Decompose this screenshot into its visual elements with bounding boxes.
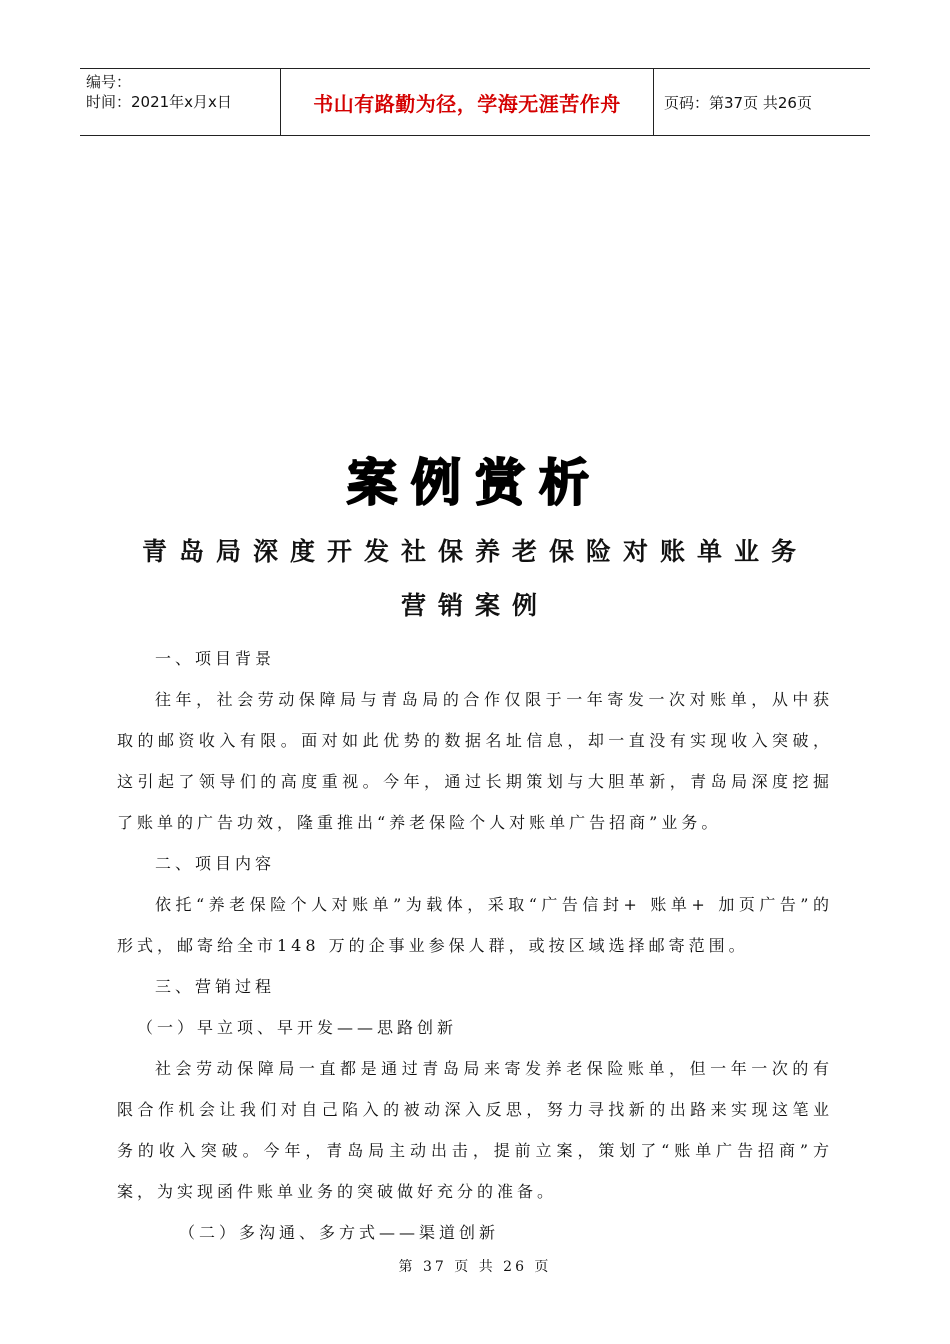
subtitle-line-2: 营销案例 bbox=[400, 591, 549, 620]
document-body bbox=[117, 638, 833, 1253]
page-title: 案例赏析 bbox=[347, 454, 603, 512]
date-label: 时间：2021年x月x日 bbox=[86, 93, 232, 111]
page-footer: 第 37 页 共 26 页 bbox=[398, 1259, 552, 1275]
paragraph-background: 往年，社会劳动保障局与青岛局的合作仅限于一年寄发一次对账单，从中获取的邮资收入有限。面对如此优势的数据名址信息，却一直没有实现收入突破，这引起了领导们的高度重视。今年，通过长期策划与大胆革新，青岛局深度挖掘了账单的广告功效，隆重推出“养老保险个人对账单广告招商”业务。 bbox=[117, 690, 833, 832]
header-page-info: 页码：第37页 共26页 bbox=[664, 93, 812, 112]
section-heading-process: 三、营销过程 bbox=[155, 977, 276, 996]
paragraph-content: 依托“养老保险个人对账单”为载体，采取“广告信封+ 账单+ 加页广告”的形式，邮寄给全市148 万的企事业参保人群，或按区域选择邮寄范围。 bbox=[117, 895, 833, 955]
header-table bbox=[80, 68, 870, 136]
header-meta-cell bbox=[80, 69, 281, 135]
section-heading-content: 二、项目内容 bbox=[155, 854, 276, 873]
subsection-heading-1: （一）早立项、早开发——思路创新 bbox=[137, 1018, 458, 1037]
section-heading-background: 一、项目背景 bbox=[155, 649, 276, 668]
code-label: 编号： bbox=[86, 73, 132, 91]
subtitle-line-1: 青岛局深度开发社保养老保险对账单业务 bbox=[141, 537, 808, 566]
paragraph-process-1: 社会劳动保障局一直都是通过青岛局来寄发养老保险账单，但一年一次的有限合作机会让我们对自己陷入的被动深入反思，努力寻找新的出路来实现这笔业务的收入突破。今年，青岛局主动出击，提前立案，策划了“账单广告招商”方案，为实现函件账单业务的突破做好充分的准备。 bbox=[117, 1059, 833, 1201]
header-slogan: 书山有路勤为径，学海无涯苦作舟 bbox=[281, 69, 654, 135]
subsection-heading-2: （二）多沟通、多方式——渠道创新 bbox=[179, 1223, 500, 1242]
